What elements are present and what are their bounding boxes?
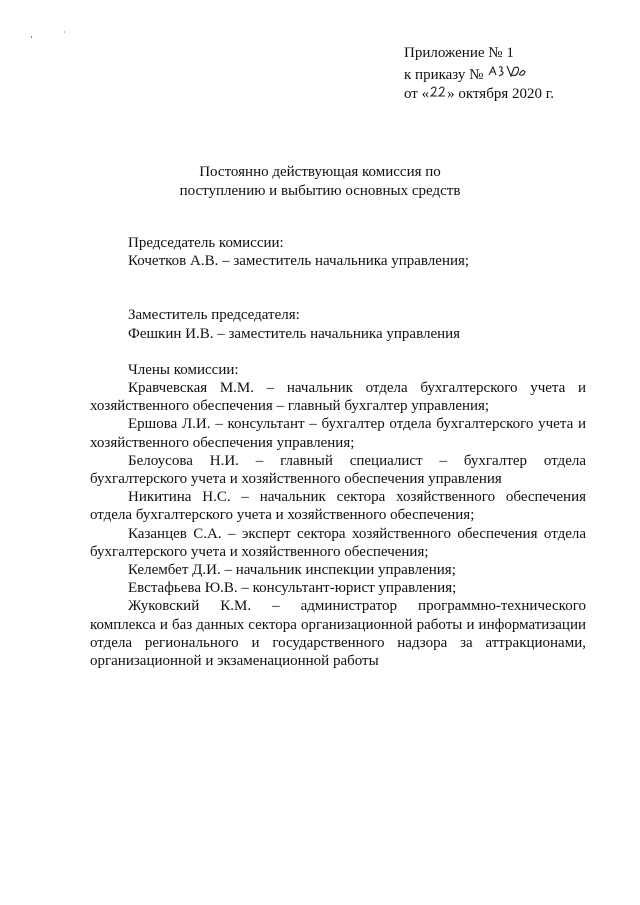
member-item: Келембет Д.И. – начальник инспекции управления; <box>128 562 456 579</box>
member-item: Никитина Н.С. – начальник сектора хозяйственного обеспечения отдела бухгалтерского учета и хозяйственного обеспечения; <box>90 489 586 524</box>
appendix-header <box>404 44 634 104</box>
title-line-2: поступлению и выбытию основных средств <box>179 182 461 199</box>
chairman-section <box>90 234 586 270</box>
chairman-heading: Председатель комиссии: <box>128 235 284 251</box>
order-reference <box>404 63 634 85</box>
handwritten-order-number <box>487 63 527 79</box>
members-heading: Члены комиссии: <box>128 361 239 378</box>
member-item: Кравчевская М.М. – начальник отдела бухгалтерского учета и хозяйственного обеспечения – главный бухгалтер управления; <box>90 380 586 415</box>
date-prefix: от « <box>404 86 430 102</box>
member-item: Ершова Л.И. – консультант – бухгалтер отдела бухгалтерского учета и хозяйственного обеспечения управления; <box>90 416 586 451</box>
member-item: Казанцев С.А. – эксперт сектора хозяйственного обеспечения отдела бухгалтерского учета и хозяйственного обеспечения; <box>90 525 586 560</box>
order-label: к приказу № <box>404 66 484 83</box>
chairman-person: Кочетков А.В. – заместитель начальника управления; <box>128 253 470 270</box>
scan-mark-left: ʻ <box>30 34 33 44</box>
deputy-section <box>90 306 586 342</box>
deputy-person: Фешкин И.В. – заместитель начальника управления <box>128 325 461 342</box>
handwritten-day <box>429 84 447 98</box>
deputy-heading: Заместитель председателя: <box>128 307 300 324</box>
member-item: Жуковский К.М. – администратор программно-технического комплекса и баз данных сектора организационной работы и информатизации отдела регионального и государственного надзора за аттракционами, организационной и экзаменационной работы <box>90 598 586 670</box>
scan-mark-right: ˙ <box>63 30 66 40</box>
title-line-1: Постоянно действующая комиссия по <box>199 164 441 180</box>
appendix-number: Приложение № 1 <box>404 45 514 61</box>
order-date <box>404 84 634 104</box>
commission-list <box>90 234 586 670</box>
document-title <box>120 163 520 200</box>
member-item: Евстафьева Ю.В. – консультант-юрист управления; <box>128 580 457 597</box>
member-item: Белоусова Н.И. – главный специалист – бухгалтер отдела бухгалтерского учета и хозяйственного обеспечения управления <box>90 452 586 488</box>
date-suffix: » октября 2020 г. <box>447 86 554 102</box>
members-section <box>90 361 586 670</box>
